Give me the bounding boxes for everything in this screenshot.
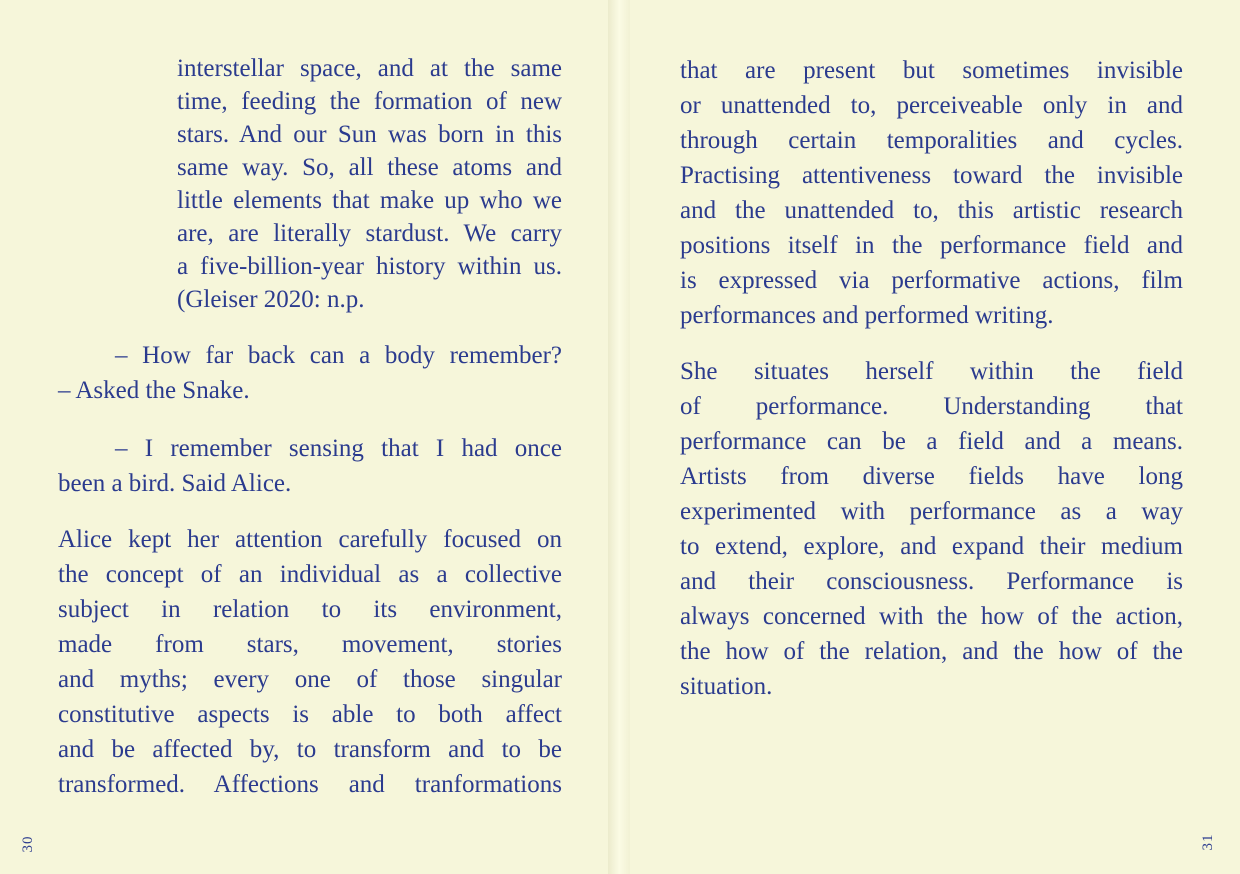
- text-line: same way. So, all these atoms and: [177, 154, 562, 181]
- text-line: and their consciousness. Performance is: [680, 568, 1183, 595]
- dialogue-snake: [58, 338, 562, 408]
- text-line: little elements that make up who we: [177, 187, 562, 214]
- text-line: transformed. Affections and tranformations: [58, 771, 562, 798]
- paragraph-alice-attention: [58, 522, 562, 802]
- text-line: performances and performed writing.: [680, 302, 1054, 329]
- text-line: positions itself in the performance field and: [680, 232, 1183, 259]
- text-line: constitutive aspects is able to both affect: [58, 701, 562, 728]
- text-line: and be affected by, to transform and to be: [58, 736, 562, 763]
- text-line: situation.: [680, 673, 773, 700]
- text-line: time, feeding the formation of new: [177, 88, 562, 115]
- dialogue-alice: [58, 431, 562, 501]
- text-line: performance can be a field and a means.: [680, 428, 1183, 455]
- text-line: that are present but sometimes invisible: [680, 57, 1183, 84]
- text-line: a five-billion-year history within us.: [177, 253, 562, 280]
- text-line: to extend, explore, and expand their medium: [680, 533, 1183, 560]
- text-line: – Asked the Snake.: [58, 377, 250, 404]
- text-line: and the unattended to, this artistic research: [680, 197, 1183, 224]
- text-line: experimented with performance as a way: [680, 498, 1183, 525]
- text-line: subject in relation to its environment,: [58, 596, 562, 623]
- page-number-left: 30: [20, 835, 36, 853]
- text-line: are, are literally stardust. We carry: [177, 220, 562, 247]
- text-line: through certain temporalities and cycles.: [680, 127, 1183, 154]
- paragraph-performance-field: [680, 354, 1183, 704]
- text-line: made from stars, movement, stories: [58, 631, 562, 658]
- text-line: (Gleiser 2020: n.p.: [177, 286, 365, 313]
- text-line: Alice kept her attention carefully focused on: [58, 526, 562, 553]
- text-line: Practising attentiveness toward the invisible: [680, 162, 1183, 189]
- text-line: the how of the relation, and the how of the: [680, 638, 1183, 665]
- text-line: interstellar space, and at the same: [177, 55, 562, 82]
- text-line: of performance. Understanding that: [680, 393, 1183, 420]
- text-line: She situates herself within the field: [680, 358, 1183, 385]
- text-line: the concept of an individual as a collective: [58, 561, 562, 588]
- text-line: always concerned with the how of the action,: [680, 603, 1183, 630]
- text-line: is expressed via performative actions, film: [680, 267, 1183, 294]
- text-line: – How far back can a body remember?: [115, 342, 562, 369]
- text-line: – I remember sensing that I had once: [115, 435, 562, 462]
- page-number-right: 31: [1200, 833, 1216, 851]
- text-line: and myths; every one of those singular: [58, 666, 562, 693]
- text-line: or unattended to, perceiveable only in and: [680, 92, 1183, 119]
- text-line: been a bird. Said Alice.: [58, 470, 292, 497]
- paragraph-invisible: [680, 53, 1183, 333]
- quote-block: [177, 52, 562, 316]
- text-line: stars. And our Sun was born in this: [177, 121, 562, 148]
- text-line: Artists from diverse fields have long: [680, 463, 1183, 490]
- page-gutter: [608, 0, 630, 874]
